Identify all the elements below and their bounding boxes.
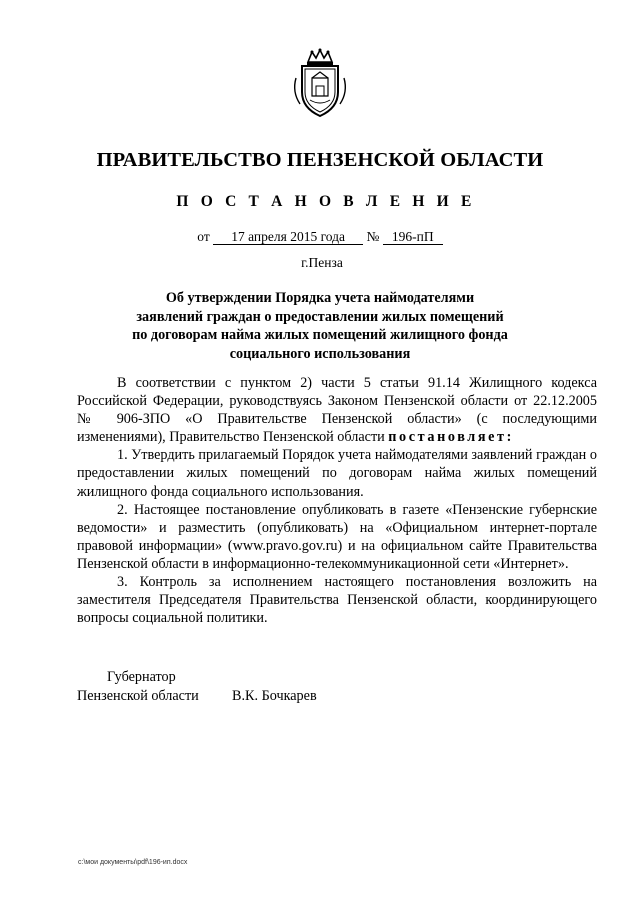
subject-line: Об утверждении Порядка учета наймодателями (165, 290, 475, 306)
preamble-text: В соответствии с пунктом 2) части 5 статьи 91.14 Жилищного кодекса Российской Федерации, руководствуясь Законом Пензенской области от 22.12.2005 № 906-ЗПО «О Правительстве Пензенской области» (с последующими изменениями), Правительство Пензенской области (77, 375, 597, 446)
document-number: 196-пП (383, 229, 443, 245)
subject-line: заявлений граждан о предоставлении жилых помещений (136, 308, 504, 325)
date-prefix: от (197, 229, 210, 244)
organization-title: ПРАВИТЕЛЬСТВО ПЕНЗЕНСКОЙ ОБЛАСТИ (96, 149, 544, 171)
file-path: c:\мои документы\pdf\196-ип.docx (78, 859, 188, 866)
signatory-region: Пензенской области (77, 688, 199, 704)
document-body (77, 374, 597, 627)
document-subject (110, 289, 530, 363)
preamble-paragraph (77, 374, 597, 446)
subject-line: социального использования (229, 345, 411, 362)
document-date: 17 апреля 2015 года (213, 229, 363, 245)
item-paragraph: 2. Настоящее постановление опубликовать в газете «Пензенские губернские ведомости» и разместить (опубликовать) на «Официальном интернет-портале правовой информации» (www.pravo.gov.ru) и на официальном сайте Правительства Пензенской области в информационно-телекоммуникационной сети «Интернет». (77, 501, 597, 572)
resolves-keyword: постановляет: (388, 429, 514, 446)
document-type: П О С Т А Н О В Л Е Н И Е (176, 193, 476, 210)
signatory-title: Губернатор (107, 669, 176, 685)
coat-of-arms-icon (290, 48, 350, 120)
signatory-name: В.К. Бочкарев (232, 688, 317, 704)
item-paragraph: 3. Контроль за исполнением настоящего постановления возложить на заместителя Председателя Правительства Пензенской области, координирующего вопросы социальной политики. (77, 574, 597, 627)
date-number-line (0, 229, 640, 245)
number-prefix: № (366, 229, 380, 244)
item-paragraph: 1. Утвердить прилагаемый Порядок учета наймодателями заявлений граждан о предоставлении жилых помещений по договорам найма жилых помещений жилищного фонда социального использования. (77, 447, 597, 500)
subject-line: по договорам найма жилых помещений жилищного фонда (132, 327, 508, 343)
city: г.Пенза (301, 255, 343, 270)
